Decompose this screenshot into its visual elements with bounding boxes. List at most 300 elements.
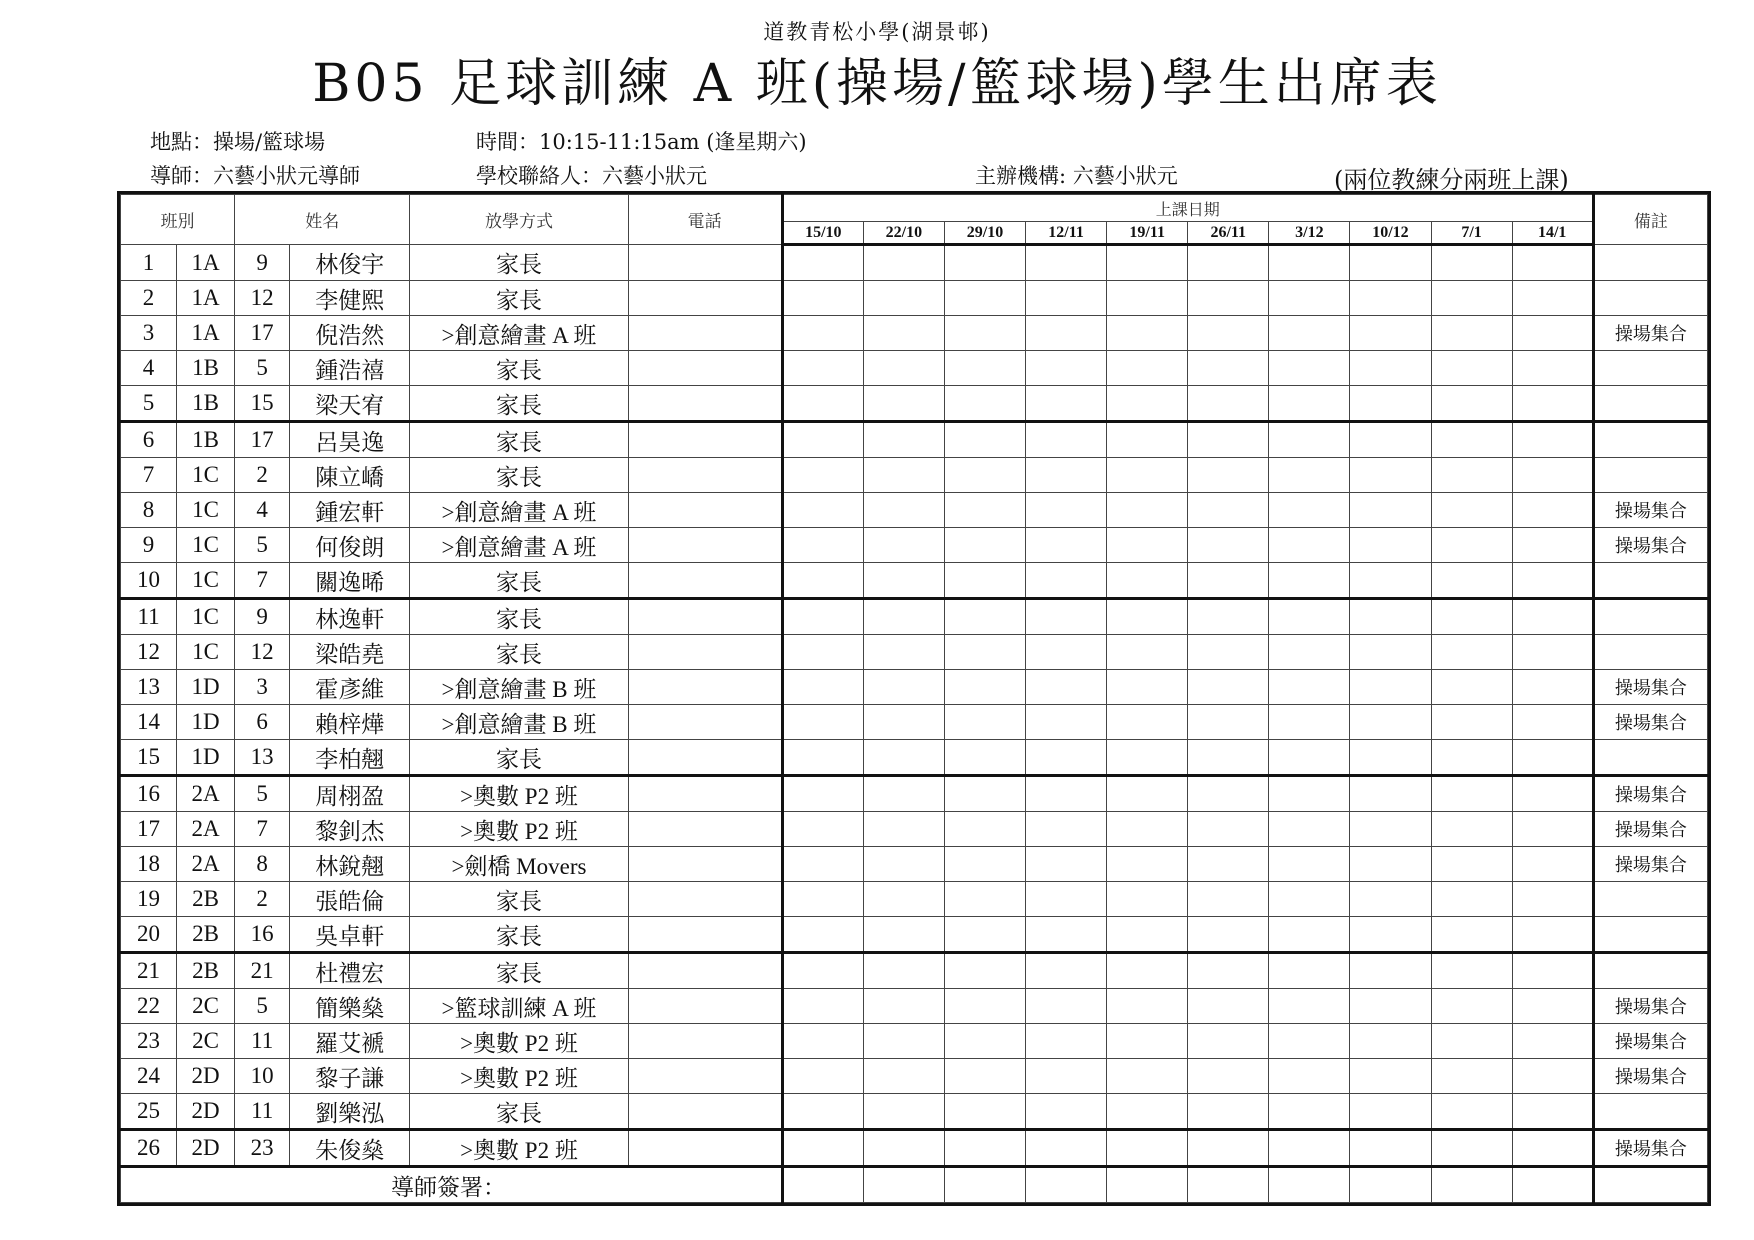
attendance-cell[interactable] — [863, 563, 944, 599]
attendance-cell[interactable] — [944, 563, 1025, 599]
attendance-cell[interactable] — [782, 776, 863, 812]
attendance-cell[interactable] — [1269, 563, 1350, 599]
attendance-cell[interactable] — [1107, 493, 1188, 528]
attendance-cell[interactable] — [1107, 1059, 1188, 1094]
attendance-cell[interactable] — [863, 599, 944, 635]
attendance-cell[interactable] — [1026, 705, 1107, 740]
attendance-cell[interactable] — [1350, 563, 1431, 599]
attendance-cell[interactable] — [944, 422, 1025, 458]
attendance-cell[interactable] — [1026, 953, 1107, 989]
attendance-cell[interactable] — [1431, 316, 1512, 351]
attendance-cell[interactable] — [1269, 1094, 1350, 1130]
attendance-cell[interactable] — [1350, 635, 1431, 670]
attendance-cell[interactable] — [863, 245, 944, 281]
attendance-cell[interactable] — [1512, 599, 1593, 635]
attendance-cell[interactable] — [1188, 599, 1269, 635]
attendance-cell[interactable] — [944, 847, 1025, 882]
attendance-cell[interactable] — [944, 599, 1025, 635]
attendance-cell[interactable] — [1188, 245, 1269, 281]
attendance-cell[interactable] — [1107, 316, 1188, 351]
attendance-cell[interactable] — [1269, 953, 1350, 989]
attendance-cell[interactable] — [1188, 705, 1269, 740]
attendance-cell[interactable] — [1431, 670, 1512, 705]
attendance-cell[interactable] — [1512, 917, 1593, 953]
attendance-cell[interactable] — [1350, 670, 1431, 705]
row-phone[interactable] — [628, 776, 782, 812]
attendance-cell[interactable] — [1188, 316, 1269, 351]
attendance-cell[interactable] — [1269, 989, 1350, 1024]
signature-cell[interactable] — [863, 1167, 944, 1203]
attendance-cell[interactable] — [1350, 281, 1431, 316]
attendance-cell[interactable] — [944, 458, 1025, 493]
attendance-cell[interactable] — [1431, 351, 1512, 386]
attendance-cell[interactable] — [1026, 1094, 1107, 1130]
attendance-cell[interactable] — [1512, 245, 1593, 281]
attendance-cell[interactable] — [1512, 776, 1593, 812]
attendance-cell[interactable] — [1431, 635, 1512, 670]
attendance-cell[interactable] — [1269, 281, 1350, 316]
attendance-cell[interactable] — [1026, 1059, 1107, 1094]
attendance-cell[interactable] — [1026, 882, 1107, 917]
attendance-cell[interactable] — [863, 989, 944, 1024]
attendance-cell[interactable] — [944, 776, 1025, 812]
attendance-cell[interactable] — [944, 1094, 1025, 1130]
attendance-cell[interactable] — [1107, 635, 1188, 670]
attendance-cell[interactable] — [1188, 563, 1269, 599]
row-phone[interactable] — [628, 458, 782, 493]
row-phone[interactable] — [628, 1059, 782, 1094]
attendance-cell[interactable] — [863, 812, 944, 847]
attendance-cell[interactable] — [782, 953, 863, 989]
attendance-cell[interactable] — [1269, 847, 1350, 882]
attendance-cell[interactable] — [1188, 989, 1269, 1024]
attendance-cell[interactable] — [1350, 812, 1431, 847]
attendance-cell[interactable] — [1431, 528, 1512, 563]
row-phone[interactable] — [628, 493, 782, 528]
row-phone[interactable] — [628, 599, 782, 635]
attendance-cell[interactable] — [782, 1094, 863, 1130]
attendance-cell[interactable] — [1107, 812, 1188, 847]
attendance-cell[interactable] — [1026, 458, 1107, 493]
attendance-cell[interactable] — [1350, 882, 1431, 917]
attendance-cell[interactable] — [1431, 245, 1512, 281]
attendance-cell[interactable] — [1026, 281, 1107, 316]
attendance-cell[interactable] — [1107, 386, 1188, 422]
attendance-cell[interactable] — [1188, 953, 1269, 989]
attendance-cell[interactable] — [1350, 528, 1431, 563]
attendance-cell[interactable] — [944, 917, 1025, 953]
attendance-cell[interactable] — [1512, 386, 1593, 422]
attendance-cell[interactable] — [944, 635, 1025, 670]
attendance-cell[interactable] — [1350, 917, 1431, 953]
signature-cell[interactable] — [782, 1167, 863, 1203]
attendance-cell[interactable] — [863, 422, 944, 458]
row-phone[interactable] — [628, 917, 782, 953]
attendance-cell[interactable] — [782, 1024, 863, 1059]
attendance-cell[interactable] — [1026, 1130, 1107, 1167]
attendance-cell[interactable] — [1107, 740, 1188, 776]
attendance-cell[interactable] — [1107, 882, 1188, 917]
attendance-cell[interactable] — [1431, 1130, 1512, 1167]
attendance-cell[interactable] — [944, 1130, 1025, 1167]
attendance-cell[interactable] — [863, 776, 944, 812]
attendance-cell[interactable] — [1269, 458, 1350, 493]
attendance-cell[interactable] — [1269, 917, 1350, 953]
attendance-cell[interactable] — [1269, 1130, 1350, 1167]
attendance-cell[interactable] — [1512, 989, 1593, 1024]
attendance-cell[interactable] — [1350, 1094, 1431, 1130]
row-phone[interactable] — [628, 1024, 782, 1059]
attendance-cell[interactable] — [1026, 1024, 1107, 1059]
attendance-cell[interactable] — [863, 917, 944, 953]
attendance-cell[interactable] — [1350, 705, 1431, 740]
signature-cell[interactable] — [944, 1167, 1025, 1203]
attendance-cell[interactable] — [1431, 917, 1512, 953]
attendance-cell[interactable] — [944, 670, 1025, 705]
attendance-cell[interactable] — [1512, 493, 1593, 528]
signature-cell[interactable] — [1350, 1167, 1431, 1203]
attendance-cell[interactable] — [1350, 989, 1431, 1024]
row-phone[interactable] — [628, 1094, 782, 1130]
attendance-cell[interactable] — [1512, 458, 1593, 493]
attendance-cell[interactable] — [1188, 528, 1269, 563]
attendance-cell[interactable] — [1512, 422, 1593, 458]
attendance-cell[interactable] — [782, 740, 863, 776]
attendance-cell[interactable] — [944, 493, 1025, 528]
attendance-cell[interactable] — [1431, 882, 1512, 917]
signature-cell[interactable] — [1431, 1167, 1512, 1203]
attendance-cell[interactable] — [1107, 917, 1188, 953]
attendance-cell[interactable] — [1350, 847, 1431, 882]
attendance-cell[interactable] — [782, 316, 863, 351]
attendance-cell[interactable] — [1107, 670, 1188, 705]
attendance-cell[interactable] — [1512, 528, 1593, 563]
attendance-cell[interactable] — [1431, 1094, 1512, 1130]
row-phone[interactable] — [628, 847, 782, 882]
attendance-cell[interactable] — [1107, 1094, 1188, 1130]
attendance-cell[interactable] — [782, 599, 863, 635]
attendance-cell[interactable] — [782, 422, 863, 458]
attendance-cell[interactable] — [1269, 599, 1350, 635]
attendance-cell[interactable] — [1512, 1094, 1593, 1130]
attendance-cell[interactable] — [863, 281, 944, 316]
attendance-cell[interactable] — [1107, 281, 1188, 316]
row-phone[interactable] — [628, 989, 782, 1024]
attendance-cell[interactable] — [944, 316, 1025, 351]
attendance-cell[interactable] — [1269, 705, 1350, 740]
attendance-cell[interactable] — [863, 351, 944, 386]
attendance-cell[interactable] — [1269, 670, 1350, 705]
attendance-cell[interactable] — [1026, 599, 1107, 635]
attendance-cell[interactable] — [1188, 670, 1269, 705]
row-phone[interactable] — [628, 316, 782, 351]
attendance-cell[interactable] — [1026, 351, 1107, 386]
attendance-cell[interactable] — [1350, 316, 1431, 351]
attendance-cell[interactable] — [1107, 599, 1188, 635]
attendance-cell[interactable] — [944, 989, 1025, 1024]
attendance-cell[interactable] — [782, 281, 863, 316]
attendance-cell[interactable] — [944, 528, 1025, 563]
row-remark — [1593, 953, 1707, 989]
attendance-cell[interactable] — [1026, 528, 1107, 563]
row-phone[interactable] — [628, 422, 782, 458]
attendance-cell[interactable] — [863, 1130, 944, 1167]
attendance-cell[interactable] — [944, 386, 1025, 422]
attendance-cell[interactable] — [1431, 458, 1512, 493]
attendance-cell[interactable] — [1512, 1024, 1593, 1059]
attendance-cell[interactable] — [1026, 812, 1107, 847]
attendance-cell[interactable] — [1188, 635, 1269, 670]
attendance-cell[interactable] — [1188, 281, 1269, 316]
attendance-cell[interactable] — [944, 351, 1025, 386]
attendance-cell[interactable] — [1350, 1059, 1431, 1094]
attendance-cell[interactable] — [1350, 245, 1431, 281]
attendance-cell[interactable] — [1512, 740, 1593, 776]
attendance-cell[interactable] — [1269, 635, 1350, 670]
attendance-cell[interactable] — [1269, 776, 1350, 812]
row-phone[interactable] — [628, 953, 782, 989]
attendance-cell[interactable] — [1350, 1024, 1431, 1059]
row-phone[interactable] — [628, 882, 782, 917]
attendance-cell[interactable] — [782, 989, 863, 1024]
attendance-cell[interactable] — [1350, 386, 1431, 422]
attendance-cell[interactable] — [1431, 493, 1512, 528]
attendance-cell[interactable] — [863, 953, 944, 989]
attendance-cell[interactable] — [863, 386, 944, 422]
signature-cell[interactable] — [1107, 1167, 1188, 1203]
row-phone[interactable] — [628, 670, 782, 705]
attendance-cell[interactable] — [782, 563, 863, 599]
attendance-cell[interactable] — [1350, 740, 1431, 776]
row-phone[interactable] — [628, 705, 782, 740]
signature-cell[interactable] — [1512, 1167, 1593, 1203]
attendance-cell[interactable] — [1107, 1024, 1188, 1059]
attendance-cell[interactable] — [863, 705, 944, 740]
row-phone[interactable] — [628, 351, 782, 386]
attendance-cell[interactable] — [782, 670, 863, 705]
attendance-cell[interactable] — [1026, 493, 1107, 528]
row-phone[interactable] — [628, 281, 782, 316]
attendance-cell[interactable] — [1269, 812, 1350, 847]
attendance-cell[interactable] — [782, 458, 863, 493]
attendance-cell[interactable] — [1188, 351, 1269, 386]
row-phone[interactable] — [628, 740, 782, 776]
attendance-cell[interactable] — [782, 386, 863, 422]
attendance-cell[interactable] — [782, 882, 863, 917]
attendance-cell[interactable] — [782, 1059, 863, 1094]
attendance-cell[interactable] — [863, 1024, 944, 1059]
attendance-cell[interactable] — [1026, 917, 1107, 953]
attendance-cell[interactable] — [1107, 528, 1188, 563]
attendance-cell[interactable] — [1512, 563, 1593, 599]
attendance-cell[interactable] — [1026, 776, 1107, 812]
attendance-cell[interactable] — [782, 635, 863, 670]
attendance-cell[interactable] — [863, 493, 944, 528]
attendance-cell[interactable] — [1431, 599, 1512, 635]
attendance-cell[interactable] — [1107, 847, 1188, 882]
attendance-cell[interactable] — [1188, 1024, 1269, 1059]
attendance-cell[interactable] — [1512, 1130, 1593, 1167]
attendance-cell[interactable] — [1350, 351, 1431, 386]
signature-cell[interactable] — [1026, 1167, 1107, 1203]
attendance-cell[interactable] — [1512, 705, 1593, 740]
attendance-cell[interactable] — [1431, 1024, 1512, 1059]
attendance-cell[interactable] — [1269, 740, 1350, 776]
attendance-cell[interactable] — [1512, 882, 1593, 917]
attendance-cell[interactable] — [782, 705, 863, 740]
attendance-cell[interactable] — [863, 528, 944, 563]
attendance-cell[interactable] — [1350, 1130, 1431, 1167]
attendance-cell[interactable] — [1026, 847, 1107, 882]
attendance-cell[interactable] — [1512, 847, 1593, 882]
attendance-cell[interactable] — [944, 812, 1025, 847]
attendance-cell[interactable] — [782, 847, 863, 882]
attendance-cell[interactable] — [863, 740, 944, 776]
attendance-cell[interactable] — [1431, 563, 1512, 599]
attendance-cell[interactable] — [782, 351, 863, 386]
attendance-cell[interactable] — [1512, 1059, 1593, 1094]
attendance-cell[interactable] — [1269, 245, 1350, 281]
attendance-cell[interactable] — [1107, 705, 1188, 740]
attendance-cell[interactable] — [1350, 493, 1431, 528]
row-phone[interactable] — [628, 563, 782, 599]
attendance-cell[interactable] — [1431, 1059, 1512, 1094]
signature-cell[interactable] — [1188, 1167, 1269, 1203]
row-remark: 操場集合 — [1593, 1059, 1707, 1094]
attendance-cell[interactable] — [1512, 812, 1593, 847]
attendance-cell[interactable] — [1269, 1059, 1350, 1094]
attendance-cell[interactable] — [1026, 245, 1107, 281]
attendance-cell[interactable] — [863, 670, 944, 705]
attendance-cell[interactable] — [782, 245, 863, 281]
attendance-cell[interactable] — [1512, 281, 1593, 316]
attendance-cell[interactable] — [782, 1130, 863, 1167]
attendance-cell[interactable] — [1512, 635, 1593, 670]
attendance-cell[interactable] — [1107, 563, 1188, 599]
row-phone[interactable] — [628, 812, 782, 847]
attendance-cell[interactable] — [1512, 316, 1593, 351]
attendance-cell[interactable] — [1269, 316, 1350, 351]
attendance-cell[interactable] — [1431, 740, 1512, 776]
attendance-cell[interactable] — [1026, 670, 1107, 705]
attendance-cell[interactable] — [1188, 493, 1269, 528]
attendance-cell[interactable] — [1188, 847, 1269, 882]
attendance-cell[interactable] — [1188, 458, 1269, 493]
attendance-cell[interactable] — [863, 1059, 944, 1094]
row-phone[interactable] — [628, 245, 782, 281]
attendance-cell[interactable] — [1188, 882, 1269, 917]
attendance-cell[interactable] — [1188, 776, 1269, 812]
attendance-cell[interactable] — [1350, 422, 1431, 458]
attendance-cell[interactable] — [782, 528, 863, 563]
attendance-cell[interactable] — [944, 705, 1025, 740]
attendance-cell[interactable] — [944, 953, 1025, 989]
attendance-cell[interactable] — [1269, 882, 1350, 917]
row-phone[interactable] — [628, 528, 782, 563]
attendance-cell[interactable] — [1026, 422, 1107, 458]
attendance-cell[interactable] — [863, 316, 944, 351]
attendance-cell[interactable] — [1107, 1130, 1188, 1167]
attendance-cell[interactable] — [1026, 316, 1107, 351]
attendance-cell[interactable] — [1188, 386, 1269, 422]
attendance-cell[interactable] — [1431, 953, 1512, 989]
attendance-cell[interactable] — [1350, 599, 1431, 635]
attendance-cell[interactable] — [1188, 1130, 1269, 1167]
attendance-cell[interactable] — [1350, 953, 1431, 989]
attendance-cell[interactable] — [944, 281, 1025, 316]
attendance-cell[interactable] — [944, 1059, 1025, 1094]
attendance-cell[interactable] — [1269, 422, 1350, 458]
attendance-cell[interactable] — [1188, 917, 1269, 953]
attendance-cell[interactable] — [1026, 386, 1107, 422]
row-student-name: 周栩盈 — [290, 776, 410, 812]
attendance-cell[interactable] — [944, 740, 1025, 776]
attendance-cell[interactable] — [782, 917, 863, 953]
attendance-cell[interactable] — [1431, 847, 1512, 882]
attendance-cell[interactable] — [1107, 989, 1188, 1024]
attendance-cell[interactable] — [1431, 812, 1512, 847]
attendance-cell[interactable] — [863, 847, 944, 882]
attendance-cell[interactable] — [1107, 351, 1188, 386]
attendance-cell[interactable] — [1107, 776, 1188, 812]
attendance-cell[interactable] — [1512, 351, 1593, 386]
attendance-cell[interactable] — [1269, 493, 1350, 528]
attendance-cell[interactable] — [1188, 1059, 1269, 1094]
attendance-cell[interactable] — [1026, 989, 1107, 1024]
row-number: 4 — [121, 351, 177, 386]
attendance-cell[interactable] — [1431, 989, 1512, 1024]
attendance-cell[interactable] — [1350, 458, 1431, 493]
attendance-cell[interactable] — [1350, 776, 1431, 812]
attendance-cell[interactable] — [1431, 386, 1512, 422]
row-phone[interactable] — [628, 386, 782, 422]
attendance-cell[interactable] — [1026, 635, 1107, 670]
attendance-cell[interactable] — [1107, 245, 1188, 281]
attendance-cell[interactable] — [1269, 1024, 1350, 1059]
row-phone[interactable] — [628, 635, 782, 670]
attendance-cell[interactable] — [944, 1024, 1025, 1059]
attendance-cell[interactable] — [1269, 386, 1350, 422]
attendance-cell[interactable] — [782, 812, 863, 847]
attendance-cell[interactable] — [1512, 670, 1593, 705]
attendance-cell[interactable] — [863, 635, 944, 670]
attendance-cell[interactable] — [782, 493, 863, 528]
attendance-cell[interactable] — [1431, 776, 1512, 812]
attendance-cell[interactable] — [1431, 281, 1512, 316]
attendance-cell[interactable] — [1107, 422, 1188, 458]
attendance-cell[interactable] — [1107, 458, 1188, 493]
attendance-cell[interactable] — [1431, 422, 1512, 458]
attendance-cell[interactable] — [1269, 351, 1350, 386]
attendance-cell[interactable] — [1269, 528, 1350, 563]
attendance-cell[interactable] — [944, 882, 1025, 917]
attendance-cell[interactable] — [1431, 705, 1512, 740]
attendance-cell[interactable] — [1188, 422, 1269, 458]
attendance-cell[interactable] — [1512, 953, 1593, 989]
attendance-cell[interactable] — [1188, 740, 1269, 776]
attendance-cell[interactable] — [1026, 563, 1107, 599]
attendance-cell[interactable] — [863, 458, 944, 493]
attendance-cell[interactable] — [1188, 1094, 1269, 1130]
attendance-cell[interactable] — [1188, 812, 1269, 847]
attendance-cell[interactable] — [1107, 953, 1188, 989]
attendance-cell[interactable] — [944, 245, 1025, 281]
signature-cell[interactable] — [1269, 1167, 1350, 1203]
attendance-cell[interactable] — [863, 882, 944, 917]
attendance-cell[interactable] — [863, 1094, 944, 1130]
row-phone[interactable] — [628, 1130, 782, 1167]
attendance-cell[interactable] — [1026, 740, 1107, 776]
